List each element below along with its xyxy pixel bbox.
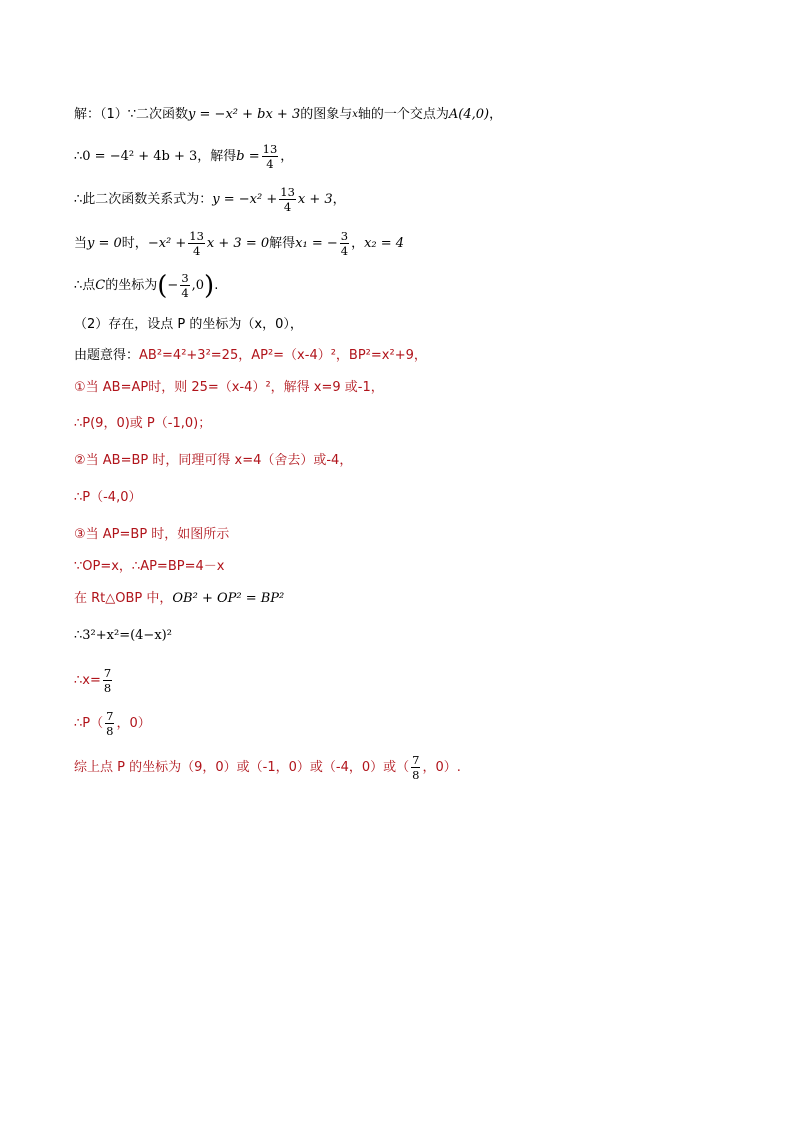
text: 解得 <box>269 236 296 252</box>
denominator: 8 <box>103 681 112 696</box>
numerator: 3 <box>340 229 349 243</box>
fraction <box>262 143 279 170</box>
fraction <box>105 710 114 737</box>
text: 轴的一个交点为 <box>357 107 449 122</box>
numerator: 7 <box>103 666 112 680</box>
text: ∴点 <box>74 278 96 294</box>
numerator: 13 <box>280 185 295 199</box>
solution-line-9 <box>74 417 211 430</box>
therefore-symbol: ∴ <box>74 149 83 165</box>
point-c: C <box>95 278 106 294</box>
solution-line-1 <box>74 108 502 121</box>
text: ，0）. <box>422 760 461 776</box>
solution-line-12 <box>74 528 229 541</box>
solution-line-5 <box>74 272 218 299</box>
text: 当 <box>74 236 88 252</box>
denominator: 8 <box>106 724 114 739</box>
fraction <box>188 230 205 257</box>
solution-line-17 <box>74 710 151 737</box>
numerator: 13 <box>262 142 278 156</box>
denominator: 4 <box>283 200 292 215</box>
root-x2: x₂ = 4 <box>364 236 405 252</box>
equation-tail: x + 3 <box>297 192 333 208</box>
solution-line-2 <box>74 143 293 170</box>
solution-line-6 <box>74 318 303 331</box>
coordinate-zero: ,0 <box>191 278 205 294</box>
part1-intro: 解：（1）∵二次函数 <box>74 107 189 122</box>
case-1-result: ∴P(9，0)或 P（-1,0)； <box>74 416 212 431</box>
text: ，0） <box>116 716 151 732</box>
right-paren: ) <box>204 270 215 301</box>
numerator: 13 <box>189 229 204 243</box>
quadratic-equation: y = −x² + bx + 3 <box>188 107 301 122</box>
solution-line-16 <box>74 667 114 694</box>
text: ， <box>489 107 503 122</box>
fraction <box>340 230 349 257</box>
denominator: 4 <box>181 286 189 301</box>
solution-line-7 <box>74 349 427 362</box>
minus-sign: − <box>167 278 179 294</box>
point-a: A(4,0) <box>448 107 490 122</box>
text: ，解得 <box>197 149 237 165</box>
conclusion-text: 综上点 P 的坐标为（9，0）或（-1，0）或（-4，0）或（ <box>74 760 410 776</box>
text: ∴x= <box>74 673 101 689</box>
fraction <box>411 754 420 781</box>
condition: y = 0 <box>87 236 122 252</box>
solution-line-18 <box>74 754 461 781</box>
fraction <box>180 272 189 299</box>
text: 的图象与 <box>300 107 353 122</box>
text: ∴此二次函数关系式为： <box>74 192 213 208</box>
numerator: 7 <box>412 753 420 767</box>
numerator: 3 <box>181 271 189 285</box>
b-variable: b = <box>236 149 260 165</box>
solution-line-14 <box>74 592 284 605</box>
x-variable: x <box>352 108 358 120</box>
case-3: ③当 AP=BP 时，如图所示 <box>74 527 230 542</box>
text: ， <box>280 149 294 165</box>
text: 的坐标为 <box>105 278 158 294</box>
part2-intro: （2）存在，设点 P 的坐标为（x，0）， <box>74 317 303 332</box>
equation: 0 = −4² + 4b + 3 <box>82 149 198 165</box>
solution-line-13 <box>74 560 224 573</box>
text: 时， <box>121 236 148 252</box>
solution-line-3 <box>74 186 346 213</box>
distance-equations: 由题意得：AB²=4²+3²=25，AP²=（x-4）²，BP²=x²+9， <box>74 348 427 363</box>
case-2-result: ∴P（-4,0） <box>74 490 142 505</box>
case-2: ②当 AB=BP 时，同理可得 x=4（舍去）或-4， <box>74 453 353 468</box>
equation: x + 3 = 0 <box>206 236 270 252</box>
solution-line-11 <box>74 491 141 504</box>
text: . <box>214 278 219 294</box>
fraction <box>279 186 296 213</box>
text: ， <box>332 192 346 208</box>
text: ， <box>351 236 365 252</box>
text: 在 Rt△OBP 中， <box>74 591 173 606</box>
case-3-setup: ∵OP=x，∴AP=BP=4－x <box>74 559 225 574</box>
equation: y = −x² + <box>212 192 278 208</box>
denominator: 4 <box>192 244 201 259</box>
solution-line-8 <box>74 381 384 394</box>
root-x1: x₁ = − <box>295 236 338 252</box>
left-paren: ( <box>157 270 168 301</box>
solution-line-4 <box>74 230 404 257</box>
solution-line-15 <box>74 629 172 642</box>
case-1: ①当 AB=AP时，则 25=（x-4）²，解得 x=9 或-1， <box>74 380 384 395</box>
denominator: 4 <box>266 157 274 172</box>
text: ∴P（ <box>74 716 104 732</box>
denominator: 8 <box>412 768 420 783</box>
solution-line-10 <box>74 454 352 467</box>
denominator: 4 <box>340 244 349 259</box>
fraction <box>103 667 112 694</box>
equation: ∴3²+x²=(4−x)² <box>74 628 172 643</box>
pythagorean-equation: OB² + OP² = BP² <box>172 591 285 606</box>
equation: −x² + <box>147 236 187 252</box>
numerator: 7 <box>106 709 114 723</box>
